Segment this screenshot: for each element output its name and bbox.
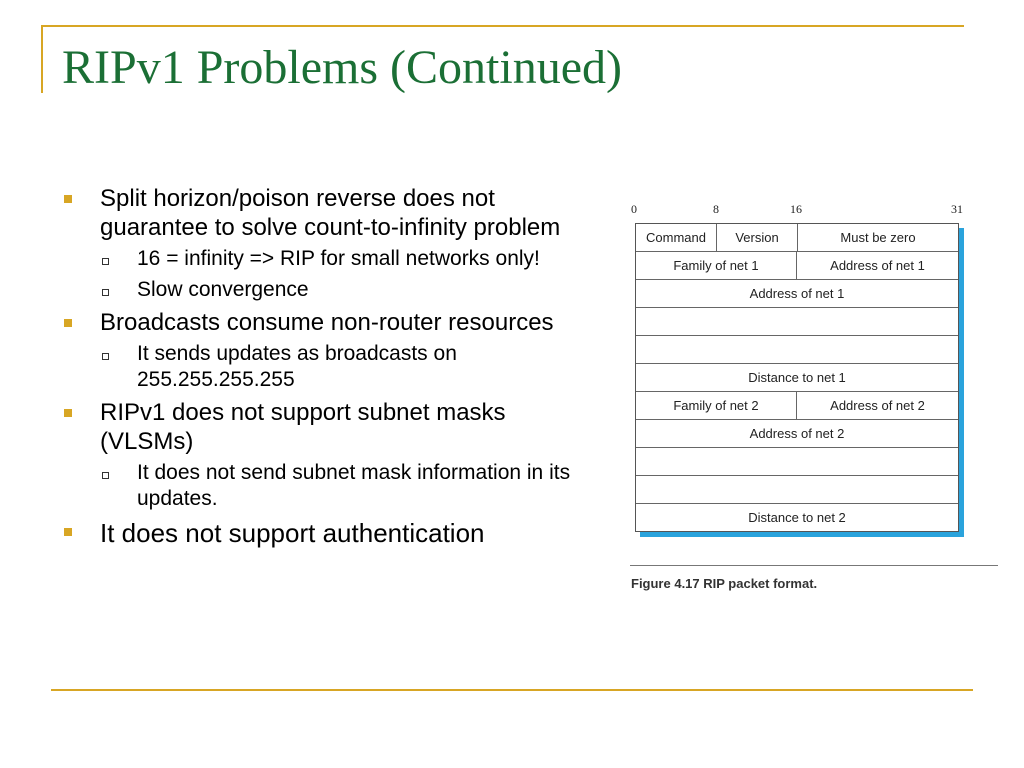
bullet-item: Broadcasts consume non-router resources bbox=[62, 308, 582, 337]
packet-row bbox=[636, 447, 958, 475]
bit-label: 31 bbox=[951, 202, 963, 216]
slide-title: RIPv1 Problems (Continued) bbox=[62, 41, 622, 94]
packet-row bbox=[636, 419, 958, 447]
packet-row bbox=[636, 391, 958, 419]
packet-row bbox=[636, 251, 958, 279]
packet-row bbox=[636, 279, 958, 307]
figure-caption: Figure 4.17 RIP packet format. bbox=[631, 576, 818, 591]
rip-packet-figure bbox=[628, 200, 1000, 600]
packet-field: Command bbox=[646, 230, 706, 245]
bit-label: 8 bbox=[713, 202, 719, 216]
packet-row bbox=[636, 503, 958, 531]
caption-rule bbox=[630, 565, 998, 566]
packet-row bbox=[636, 363, 958, 391]
packet-field: Address of net 1 bbox=[796, 252, 958, 279]
sub-bullet-item: It does not send subnet mask information in its updates. bbox=[62, 460, 582, 512]
packet-row bbox=[636, 307, 958, 335]
bullet-item: It does not support authentication bbox=[62, 517, 582, 549]
sub-bullet-item: 16 = infinity => RIP for small networks only! bbox=[62, 246, 582, 272]
bullet-item: RIPv1 does not support subnet masks (VLSMs) bbox=[62, 398, 582, 456]
sub-bullet-item: It sends updates as broadcasts on 255.255.255.255 bbox=[62, 341, 582, 393]
bullet-item: Split horizon/poison reverse does not guarantee to solve count-to-infinity problem bbox=[62, 184, 582, 242]
frame-top-rule bbox=[41, 25, 964, 27]
packet-field bbox=[636, 336, 958, 363]
packet-field: Family of net 2 bbox=[673, 398, 759, 413]
packet-field: Must be zero bbox=[797, 224, 958, 251]
bit-label: 0 bbox=[631, 202, 637, 216]
packet-row bbox=[636, 475, 958, 503]
packet-field: Address of net 2 bbox=[796, 392, 958, 419]
sub-bullet-item: Slow convergence bbox=[62, 277, 582, 303]
packet-field: Version bbox=[716, 224, 797, 251]
packet-field bbox=[636, 476, 958, 503]
packet-field: Family of net 1 bbox=[673, 258, 759, 273]
packet-field: Address of net 1 bbox=[749, 286, 845, 301]
bullet-list bbox=[62, 184, 582, 553]
frame-left-rule bbox=[41, 25, 43, 93]
packet-field: Distance to net 1 bbox=[748, 370, 846, 385]
packet-field: Distance to net 2 bbox=[748, 510, 846, 525]
packet-field bbox=[636, 448, 958, 475]
packet-format-table bbox=[635, 223, 959, 532]
packet-field: Address of net 2 bbox=[749, 426, 845, 441]
bit-label: 16 bbox=[790, 202, 802, 216]
packet-row bbox=[636, 224, 958, 251]
packet-field bbox=[636, 308, 958, 335]
frame-bottom-rule bbox=[51, 689, 973, 691]
packet-row bbox=[636, 335, 958, 363]
